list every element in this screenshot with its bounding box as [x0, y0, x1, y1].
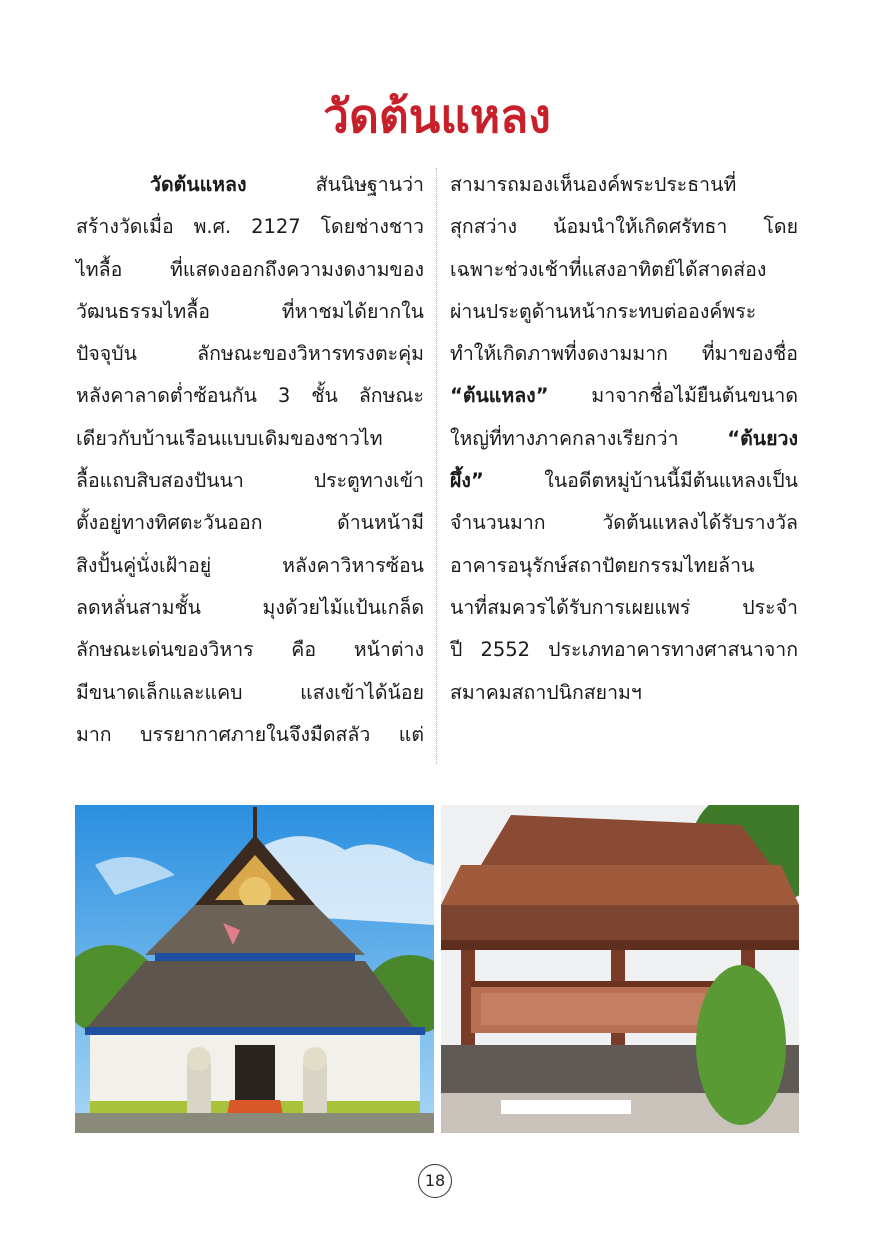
- text-line: ปี 2552 ประเภทอาคารทางศาสนาจาก: [450, 638, 798, 662]
- wooden-building-photo: [441, 805, 799, 1133]
- text-line: อาคารอนุรักษ์สถาปัตยกรรมไทยล้าน: [450, 553, 755, 577]
- text-line: สุกสว่าง น้อมนำให้เกิดศรัทธา โดย: [450, 215, 798, 239]
- temple-viharn-photo: [75, 805, 434, 1133]
- text-line: [450, 418, 798, 460]
- text-line: ลื้อแถบสิบสองปันนา ประตูทางเข้า: [76, 469, 424, 493]
- text-line: เฉพาะช่วงเช้าที่แสงอาทิตย์ได้สาดส่อง: [450, 257, 767, 281]
- temple-front-illustration: [75, 805, 434, 1133]
- text-line: นาที่สมควรได้รับการเผยแพร่ ประจำ: [450, 595, 798, 619]
- text-line: ปัจจุบัน ลักษณะของวิหารทรงตะคุ่ม: [76, 342, 424, 366]
- text-line: [450, 460, 798, 502]
- text-line: หลังคาลาดต่ำซ้อนกัน 3 ชั้น ลักษณะ: [76, 384, 424, 408]
- page-number: 18: [418, 1164, 452, 1198]
- text-line: จำนวนมาก วัดต้นแหลงได้รับรางวัล: [450, 511, 798, 535]
- text-fragment: ในอดีตหมู่บ้านนี้มีต้นแหลงเป็น: [483, 469, 798, 493]
- text-line: เดียวกับบ้านเรือนแบบเดิมของชาวไท: [76, 426, 383, 450]
- text-line: ลักษณะเด่นของวิหาร คือ หน้าต่าง: [76, 638, 424, 662]
- wooden-building-illustration: [441, 805, 799, 1133]
- text-fragment: ใหญ่ที่ทางภาคกลางเรียกว่า: [450, 426, 728, 450]
- left-text-column: [76, 164, 424, 756]
- tree-alt-name-bold: ผึ้ง”: [450, 469, 484, 493]
- text-line: ลดหลั่นสามชั้น มุงด้วยไม้แป้นเกล็ด: [76, 595, 424, 619]
- text-line: มาก บรรยากาศภายในจึงมืดสลัว แต่: [76, 722, 424, 746]
- text-line: สิงปั้นคู่นั่งเฝ้าอยู่ หลังคาวิหารซ้อน: [76, 553, 424, 577]
- tree-name-bold: “ต้นแหลง”: [450, 384, 549, 408]
- temple-name-bold: วัดต้นแหลง: [150, 173, 247, 196]
- text-line: ตั้งอยู่ทางทิศตะวันออก ด้านหน้ามี: [76, 511, 424, 535]
- text-line: สมาคมสถาปนิกสยามฯ: [450, 680, 642, 704]
- text-line: มีขนาดเล็กและแคบ แสงเข้าได้น้อย: [76, 680, 424, 704]
- text-fragment: สันนิษฐานว่า: [246, 173, 424, 196]
- right-text-column: [450, 164, 798, 714]
- page-title: วัดต้นแหลง: [323, 89, 551, 143]
- text-line: [76, 164, 424, 206]
- text-line: สร้างวัดเมื่อ พ.ศ. 2127 โดยช่างชาว: [76, 215, 424, 239]
- text-fragment: มาจากชื่อไม้ยืนต้นขนาด: [548, 384, 798, 408]
- text-line: [450, 375, 798, 417]
- column-divider: [436, 168, 437, 764]
- text-line: สามารถมองเห็นองค์พระประธานที่: [450, 173, 737, 196]
- tree-alt-name-bold: “ต้นยวง: [727, 426, 798, 450]
- text-line: ทำให้เกิดภาพที่งดงามมาก ที่มาของชื่อ: [450, 342, 798, 366]
- text-line: ผ่านประตูด้านหน้ากระทบต่อองค์พระ: [450, 299, 757, 323]
- text-line: วัฒนธรรมไทลื้อ ที่หาชมได้ยากใน: [76, 299, 424, 323]
- text-line: ไทลื้อ ที่แสดงออกถึงความงดงามของ: [76, 257, 424, 281]
